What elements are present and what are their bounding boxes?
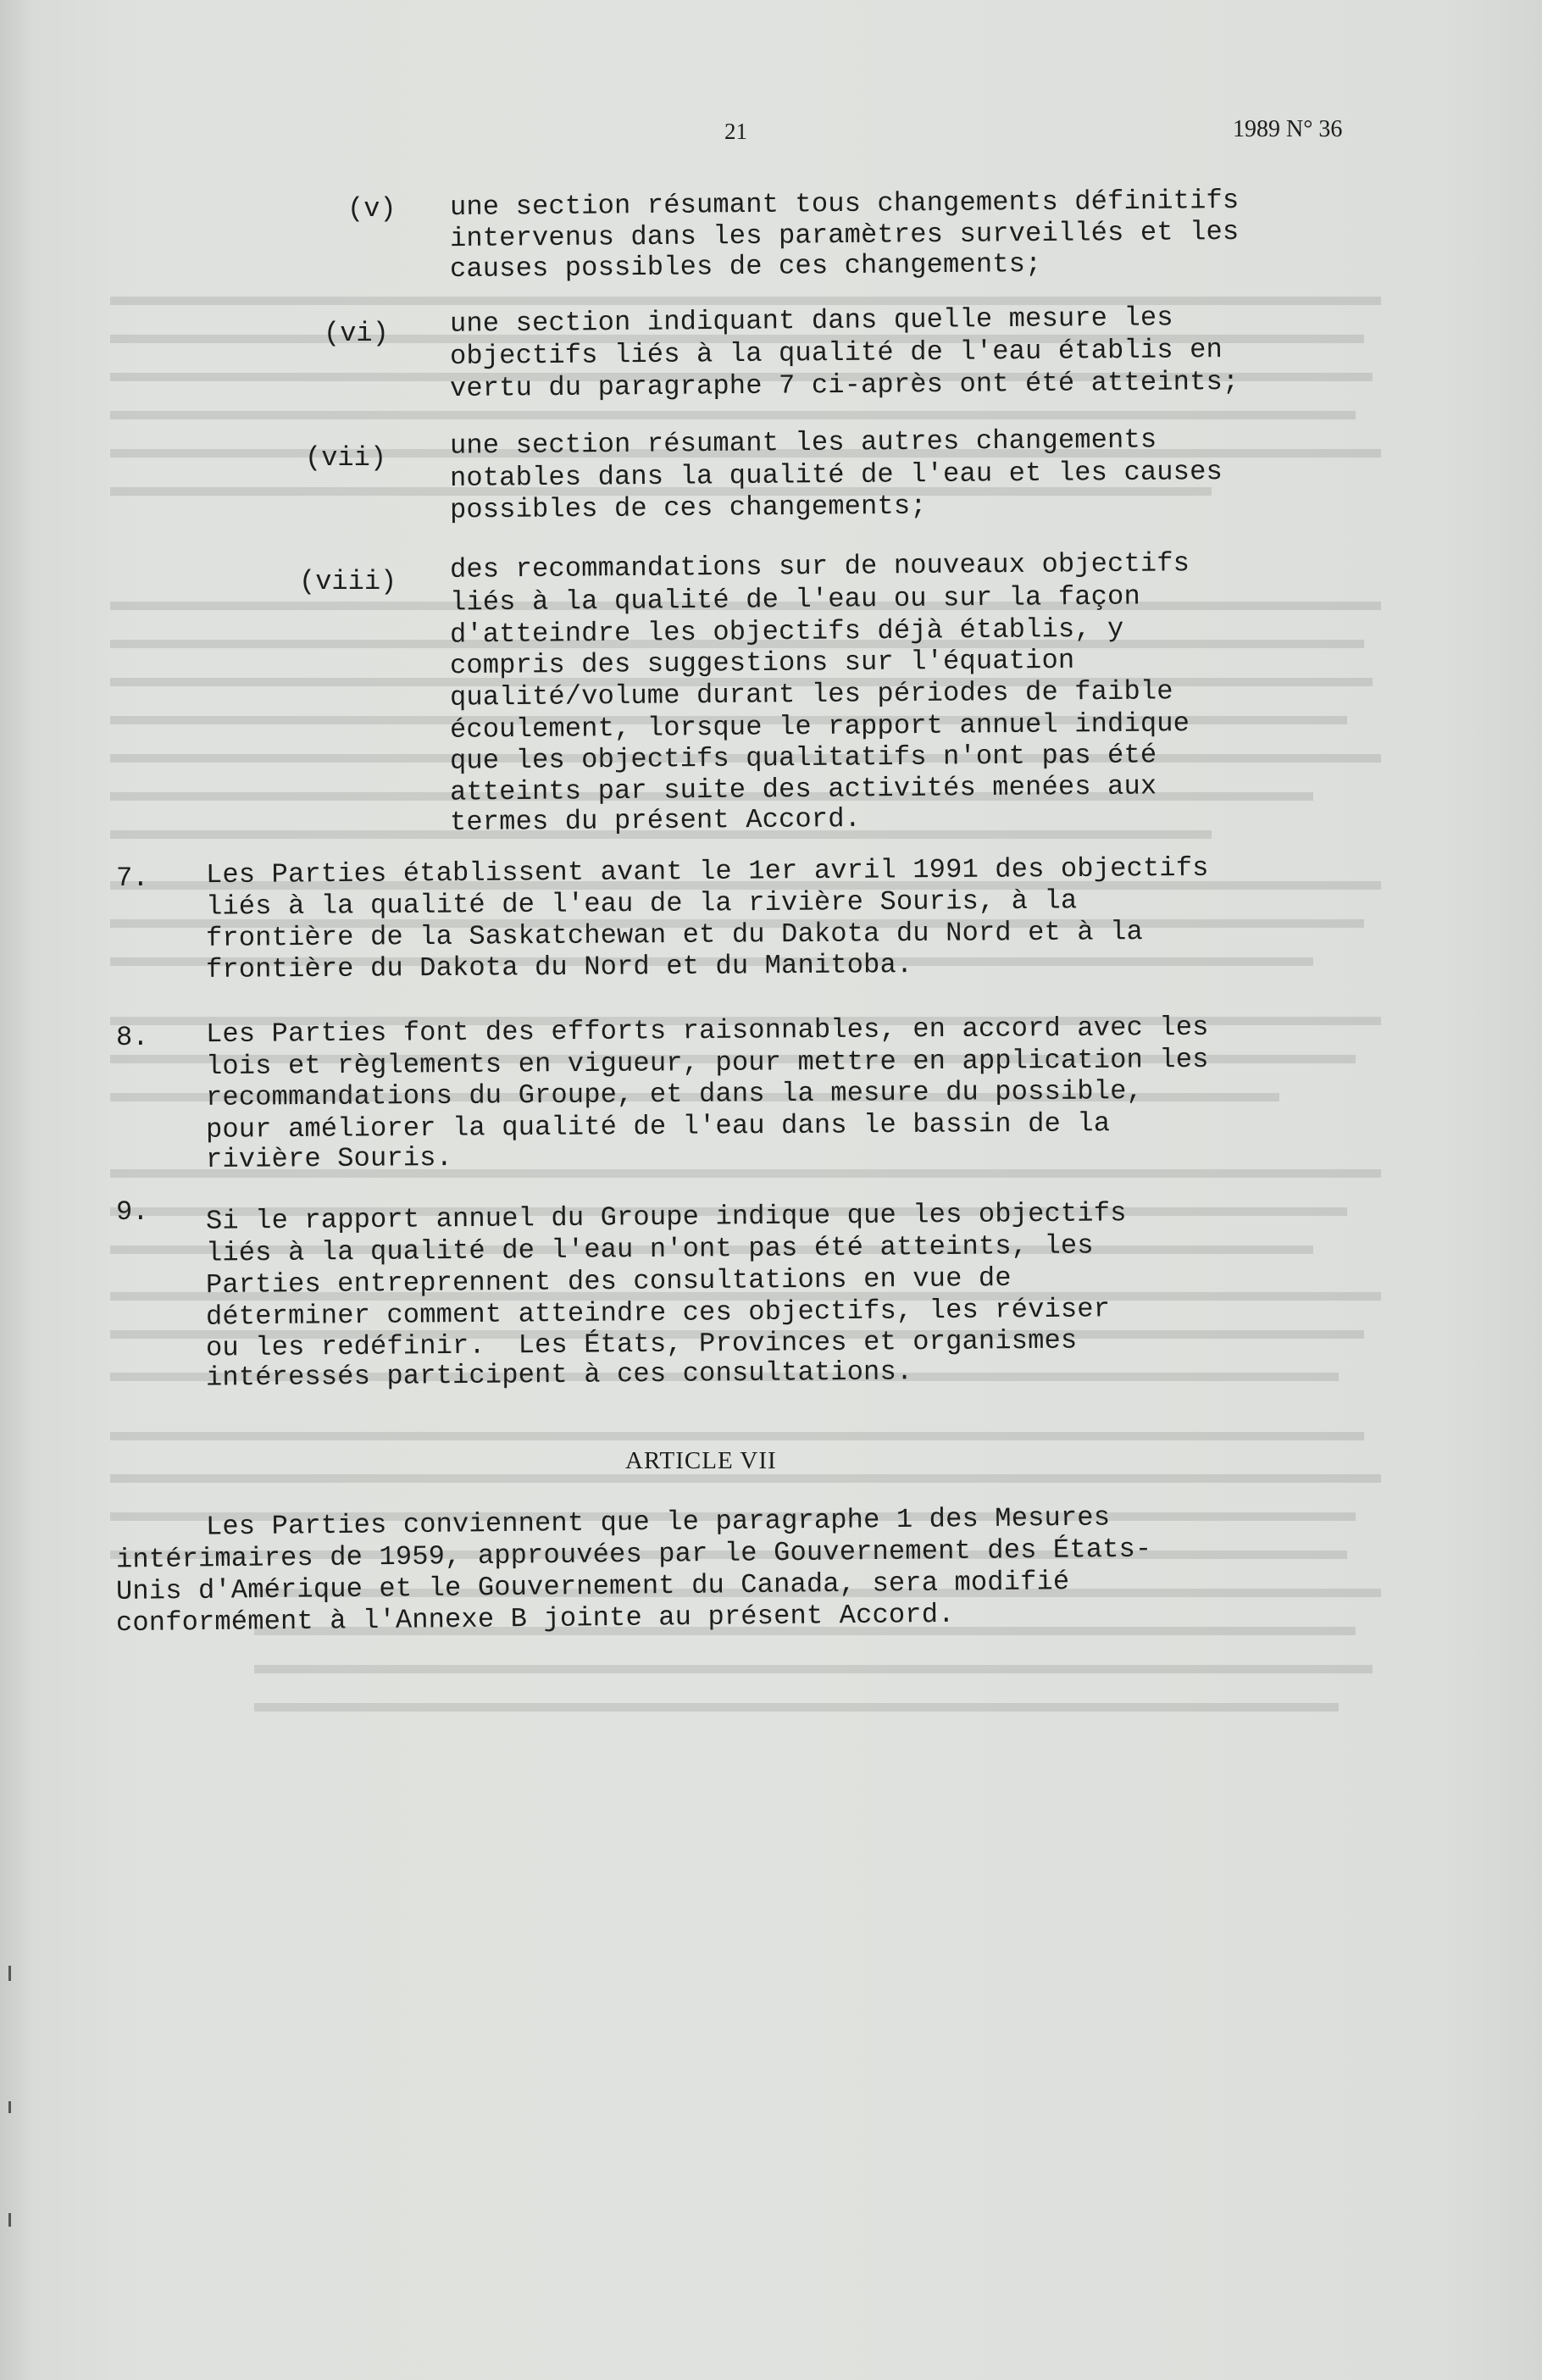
- paragraph-line: frontière du Dakota du Nord et du Manitoba.: [205, 949, 913, 985]
- subitem-line: que les objectifs qualitatifs n'ont pas été: [449, 739, 1157, 777]
- paragraph-number: 7.: [116, 863, 149, 894]
- article-line: intérimaires de 1959, approuvées par le Gouvernement des États-: [115, 1533, 1152, 1576]
- subitem-marker: (vi): [324, 318, 389, 349]
- subitem-line: intervenus dans les paramètres surveillés et les: [449, 215, 1240, 255]
- article-heading: ARTICLE VII: [625, 1447, 777, 1474]
- paragraph-line: déterminer comment atteindre ces objectifs, les réviser: [205, 1293, 1111, 1333]
- subitem-line: qualité/volume durant les périodes de faible: [449, 675, 1173, 713]
- paragraph-line: recommandations du Groupe, et dans la mesure du possible,: [205, 1075, 1144, 1113]
- paragraph-line: Parties entreprennent des consultations en vue de: [205, 1262, 1012, 1301]
- subitem-line: une section indiquant dans quelle mesure les: [449, 302, 1173, 340]
- subitem-line: une section résumant tous changements définitifs: [449, 184, 1240, 224]
- subitem-line: d'atteindre les objectifs déjà établis, y: [449, 613, 1124, 651]
- subitem-line: notables dans la qualité de l'eau et les causes: [449, 456, 1223, 494]
- paragraph-line: frontière de la Saskatchewan et du Dakota du Nord et à la: [205, 916, 1144, 954]
- paragraph-line: lois et règlements en vigueur, pour mettre en application les: [205, 1043, 1209, 1083]
- paragraph-line: Les Parties établissent avant le 1er avril 1991 des objectifs: [205, 852, 1209, 891]
- margin-mark: [8, 1966, 11, 1981]
- subitem-line: vertu du paragraphe 7 ci-après ont été atteints;: [449, 365, 1240, 405]
- article-line: Les Parties conviennent que le paragraphe 1 des Mesures: [205, 1501, 1111, 1543]
- year-and-number: 1989 N° 36: [1233, 116, 1343, 142]
- paragraph-line: ou les redéfinir. Les États, Provinces et organismes: [205, 1324, 1078, 1364]
- paragraph-line: pour améliorer la qualité de l'eau dans le bassin de la: [205, 1107, 1111, 1146]
- paragraph-line: liés à la qualité de l'eau n'ont pas été atteints, les: [205, 1229, 1094, 1269]
- paragraph-line: Les Parties font des efforts raisonnables, en accord avec les: [205, 1011, 1209, 1051]
- page-number: 21: [724, 119, 747, 144]
- subitem-marker: (viii): [299, 566, 397, 597]
- subitem-line: causes possibles de ces changements;: [449, 247, 1042, 286]
- subitem-line: termes du présent Accord.: [449, 802, 862, 839]
- subitem-line: une section résumant les autres changements: [449, 424, 1157, 462]
- subitem-line: liés à la qualité de l'eau ou sur la façon: [449, 580, 1141, 619]
- paragraph-number: 8.: [116, 1022, 149, 1053]
- subitem-line: atteints par suite des activités menées aux: [449, 770, 1157, 808]
- subitem-line: objectifs liés à la qualité de l'eau établis en: [449, 334, 1223, 372]
- subitem-marker: (v): [347, 193, 397, 225]
- paragraph-line: intéressés participent à ces consultations.: [205, 1356, 913, 1394]
- paragraph-line: liés à la qualité de l'eau de la rivière Souris, à la: [205, 885, 1078, 923]
- margin-mark: [8, 2213, 11, 2227]
- article-line: conformément à l'Annexe B jointe au présent Accord.: [115, 1598, 955, 1639]
- subitem-line: des recommandations sur de nouveaux objectifs: [449, 547, 1190, 585]
- subitem-line: possibles de ces changements;: [449, 490, 927, 526]
- subitem-marker: (vii): [305, 442, 387, 474]
- paragraph-line: rivière Souris.: [205, 1141, 453, 1176]
- article-line: Unis d'Amérique et le Gouvernement du Canada, sera modifié: [115, 1566, 1070, 1607]
- subitem-line: écoulement, lorsque le rapport annuel indique: [449, 707, 1190, 746]
- paragraph-line: Si le rapport annuel du Groupe indique que les objectifs: [205, 1197, 1127, 1237]
- paragraph-number: 9.: [116, 1196, 149, 1228]
- subitem-line: compris des suggestions sur l'équation: [449, 644, 1075, 682]
- margin-mark: [8, 2101, 11, 2113]
